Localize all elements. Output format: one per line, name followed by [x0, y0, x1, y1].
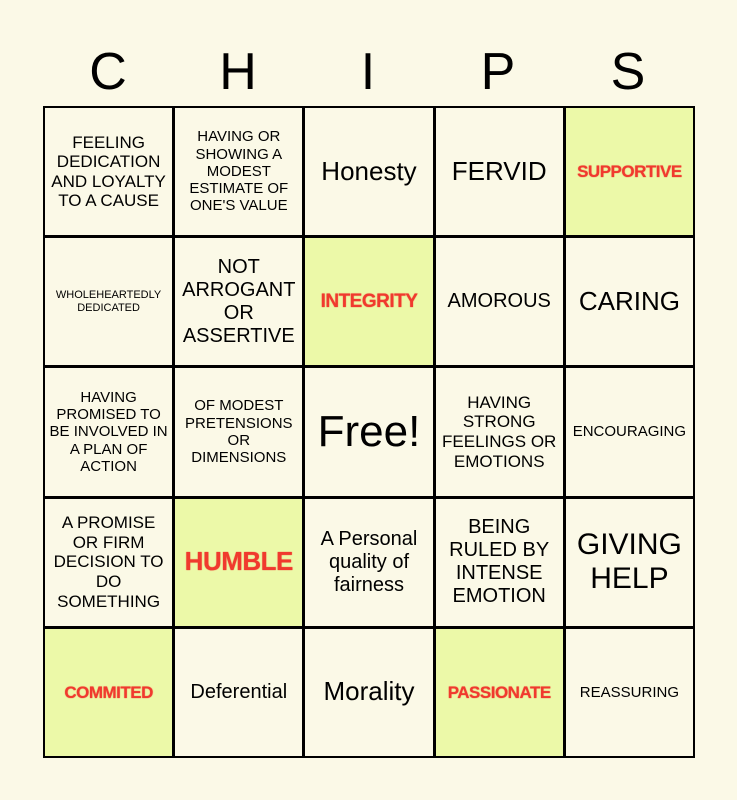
- bingo-header: [43, 38, 693, 106]
- header-letter-h: H: [219, 43, 257, 101]
- bingo-cell[interactable]: OF MODEST PRETENSIONS OR DIMENSIONS: [175, 368, 302, 495]
- bingo-cell[interactable]: CARING: [566, 238, 693, 365]
- header-letter-s: S: [610, 43, 646, 101]
- free-space[interactable]: Free!: [305, 368, 432, 495]
- bingo-cell-marked[interactable]: SUPPORTIVE: [566, 108, 693, 235]
- bingo-cell[interactable]: NOT ARROGANT OR ASSERTIVE: [175, 238, 302, 365]
- bingo-cell[interactable]: FERVID: [436, 108, 563, 235]
- bingo-cell[interactable]: BEING RULED BY INTENSE EMOTION: [436, 499, 563, 626]
- bingo-cell[interactable]: GIVING HELP: [566, 499, 693, 626]
- bingo-cell[interactable]: WHOLEHEARTEDLY DEDICATED: [45, 238, 172, 365]
- bingo-cell-marked[interactable]: INTEGRITY: [305, 238, 432, 365]
- bingo-cell-marked[interactable]: COMMITED: [45, 629, 172, 756]
- bingo-cell[interactable]: FEELING DEDICATION AND LOYALTY TO A CAUSE: [45, 108, 172, 235]
- bingo-cell[interactable]: HAVING STRONG FEELINGS OR EMOTIONS: [436, 368, 563, 495]
- bingo-cell[interactable]: HAVING PROMISED TO BE INVOLVED IN A PLAN OF ACTION: [45, 368, 172, 495]
- header-letter-c: C: [89, 43, 127, 101]
- bingo-cell[interactable]: HAVING OR SHOWING A MODEST ESTIMATE OF ONE'S VALUE: [175, 108, 302, 235]
- bingo-cell-marked[interactable]: HUMBLE: [175, 499, 302, 626]
- bingo-cell[interactable]: Morality: [305, 629, 432, 756]
- bingo-cell[interactable]: ENCOURAGING: [566, 368, 693, 495]
- header-letter-i: I: [360, 43, 376, 101]
- bingo-cell-marked[interactable]: PASSIONATE: [436, 629, 563, 756]
- bingo-cell[interactable]: REASSURING: [566, 629, 693, 756]
- bingo-cell[interactable]: A PROMISE OR FIRM DECISION TO DO SOMETHING: [45, 499, 172, 626]
- bingo-cell[interactable]: Honesty: [305, 108, 432, 235]
- bingo-cell[interactable]: Deferential: [175, 629, 302, 756]
- header-letter-p: P: [480, 43, 516, 101]
- bingo-cell[interactable]: A Personal quality of fairness: [305, 499, 432, 626]
- bingo-grid: [43, 106, 695, 758]
- bingo-cell[interactable]: AMOROUS: [436, 238, 563, 365]
